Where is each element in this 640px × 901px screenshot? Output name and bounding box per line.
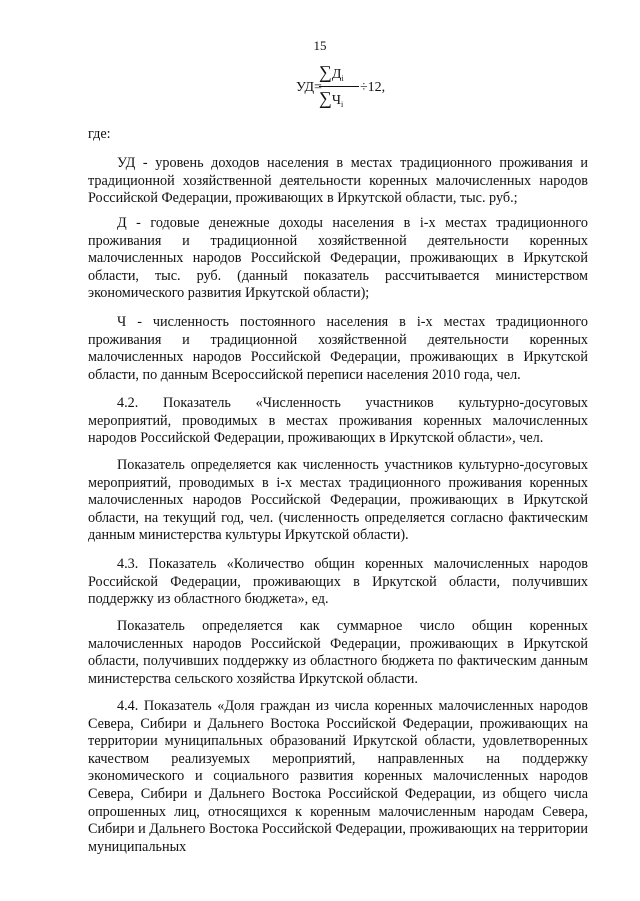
section-4-3: 4.3. Показатель «Количество общин коренных малочисленных народов Российской Федерации, проживающих в Иркутской области, получивших поддержку из областного бюджета», ед. [88, 556, 588, 608]
sum-sign-icon: ∑ [319, 88, 332, 108]
paragraph-d-definition: Д - годовые денежные доходы населения в i-х местах традиционного проживания и традиционной хозяйственной деятельности коренных малочисленных народов Российской Федерации, проживающих в Иркутской области, тыс. руб. (данный показатель рассчитывается министерством экономического развития Иркутской области); [88, 215, 588, 302]
denominator-subscript: i [340, 100, 344, 109]
section-4-4: 4.4. Показатель «Доля граждан из числа коренных малочисленных народов Севера, Сибири и Дальнего Востока Российской Федерации, проживающих на территории муниципальных образований Иркутской области, удовлетворенных качеством реализуемых мероприятий, направленных на поддержку экономического и социального развития коренных малочисленных народов Севера, Сибири и Дальнего Востока Российской Федерации, из общего числа опрошенных лиц, относящихся к коренным малочисленным народам Севера, Сибири и Дальнего Востока Российской Федерации, проживающих на территории муниципальных [88, 698, 588, 855]
page-number: 15 [313, 38, 327, 53]
where-label: где: [88, 126, 111, 142]
numerator-variable: Д [331, 67, 342, 82]
section-4-2: 4.2. Показатель «Численность участников культурно-досуговых мероприятий, проводимых в местах проживания коренных малочисленных народов Российской Федерации, проживающих в Иркутской области», чел. [88, 395, 588, 447]
formula-numerator [319, 62, 344, 83]
sum-sign-icon: ∑ [319, 62, 332, 82]
formula-rhs: ÷12, [360, 80, 386, 95]
numerator-subscript: i [341, 74, 344, 83]
paragraph-ch-definition: Ч - численность постоянного населения в i-х местах традиционного проживания и традиционной хозяйственной деятельности коренных малочисленных народов Российской Федерации, проживающих в Иркутской области, по данным Всероссийской переписи населения 2010 года, чел. [88, 314, 588, 383]
formula-lhs: УД= [296, 80, 322, 95]
formula-denominator [319, 88, 343, 109]
paragraph-ud-definition: УД - уровень доходов населения в местах традиционного проживания и традиционной хозяйственной деятельности коренных малочисленных народов Российской Федерации, проживающих в Иркутской области, тыс. руб.; [88, 155, 588, 207]
denominator-variable: Ч [331, 93, 341, 108]
fraction-bar [319, 86, 359, 87]
paragraph-4-2-method: Показатель определяется как численность участников культурно-досуговых мероприятий, проводимых в i-х местах традиционного проживания коренных малочисленных народов Российской Федерации, проживающих в Иркутской области, на текущий год, чел. (численность определяется согласно фактическим данным министерства культуры Иркутской области). [88, 457, 588, 544]
paragraph-4-3-method: Показатель определяется как суммарное число общин коренных малочисленных народов Российской Федерации, проживающих в Иркутской области, получивших поддержку из областного бюджета по фактическим данным министерства сельского хозяйства Иркутской области. [88, 618, 588, 687]
